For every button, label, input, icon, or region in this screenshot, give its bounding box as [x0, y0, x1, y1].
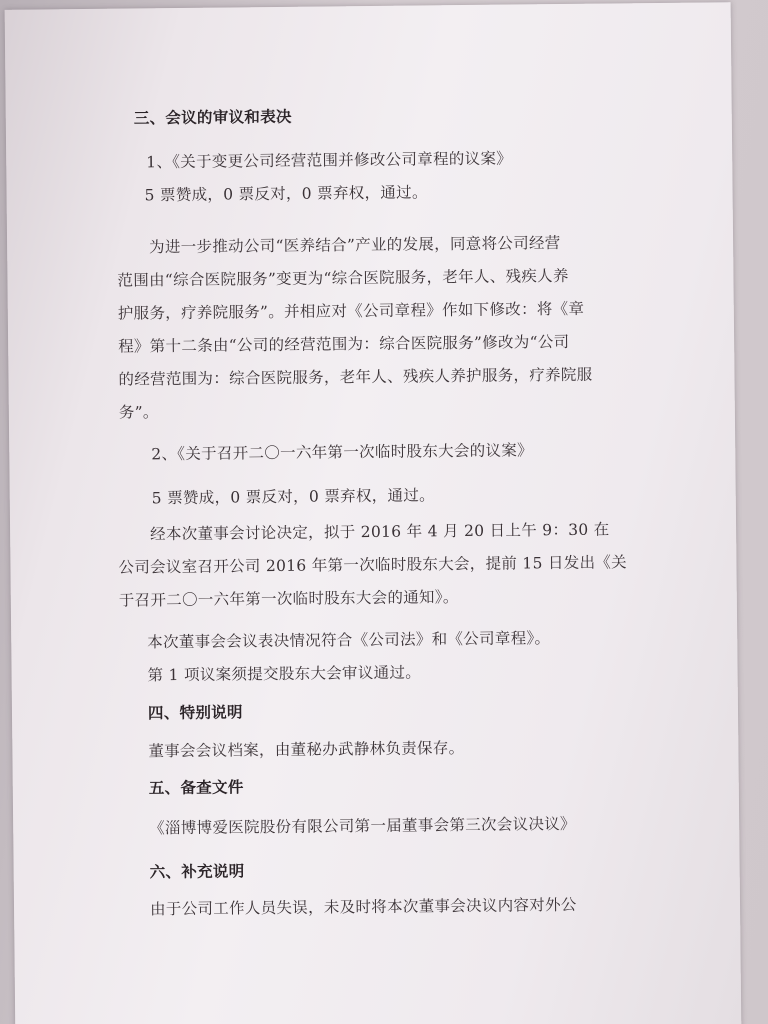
compliance-statement: 本次董事会会议表决情况符合《公司法》和《公司章程》。 [147, 629, 551, 652]
section6-body: 由于公司工作人员失误，未及时将本次董事会决议内容对外公 [149, 895, 577, 919]
item1-body-line: 范围由“综合医院服务”变更为“综合医院服务，老年人、残疾人养 [117, 266, 569, 290]
item1-vote: 5 票赞成，0 票反对，0 票弃权，通过。 [144, 183, 428, 205]
paper-sheet [5, 2, 742, 1024]
section3-heading: 三、会议的审议和表决 [133, 106, 292, 128]
submit-note: 第 1 项议案须提交股东大会审议通过。 [147, 663, 422, 685]
item2-body-line: 于召开二〇一六年第一次临时股东大会的通知》。 [118, 588, 459, 610]
item2-body-line: 公司会议室召开公司 2016 年第一次临时股东大会，提前 15 日发出《关 [118, 553, 628, 577]
item2-vote: 5 票赞成，0 票反对，0 票弃权，通过。 [151, 486, 436, 508]
item1-body-line: 务”。 [118, 403, 159, 422]
section5-heading: 五、备查文件 [148, 777, 244, 798]
section6-heading: 六、补充说明 [149, 861, 245, 882]
item1-body-line: 的经营范围为：综合医院服务，老年人、残疾人养护服务，疗养院服 [118, 365, 593, 389]
section4-heading: 四、特别说明 [147, 702, 243, 723]
section5-body: 《淄博博爱医院股份有限公司第一届董事会第三次会议决议》 [149, 814, 576, 838]
section4-body: 董事会会议档案，由董秘办武静林负责保存。 [148, 739, 465, 761]
item1-title: 1、《关于变更公司经营范围并修改公司章程的议案》 [146, 149, 513, 172]
item1-body-line: 程》第十二条由“公司的经营范围为：综合医院服务”修改为“公司 [118, 332, 570, 356]
item2-body-line: 经本次董事会讨论决定，拟于 2016 年 4 月 20 日上午 9：30 在 [150, 520, 610, 544]
item1-body-line: 为进一步推动公司“医养结合”产业的发展，同意将公司经营 [149, 234, 561, 257]
item1-body-line: 护服务，疗养院服务”。并相应对《公司章程》作如下修改：将《章 [117, 299, 585, 323]
item2-title: 2、《关于召开二〇一六年第一次临时股东大会的议案》 [151, 441, 533, 464]
